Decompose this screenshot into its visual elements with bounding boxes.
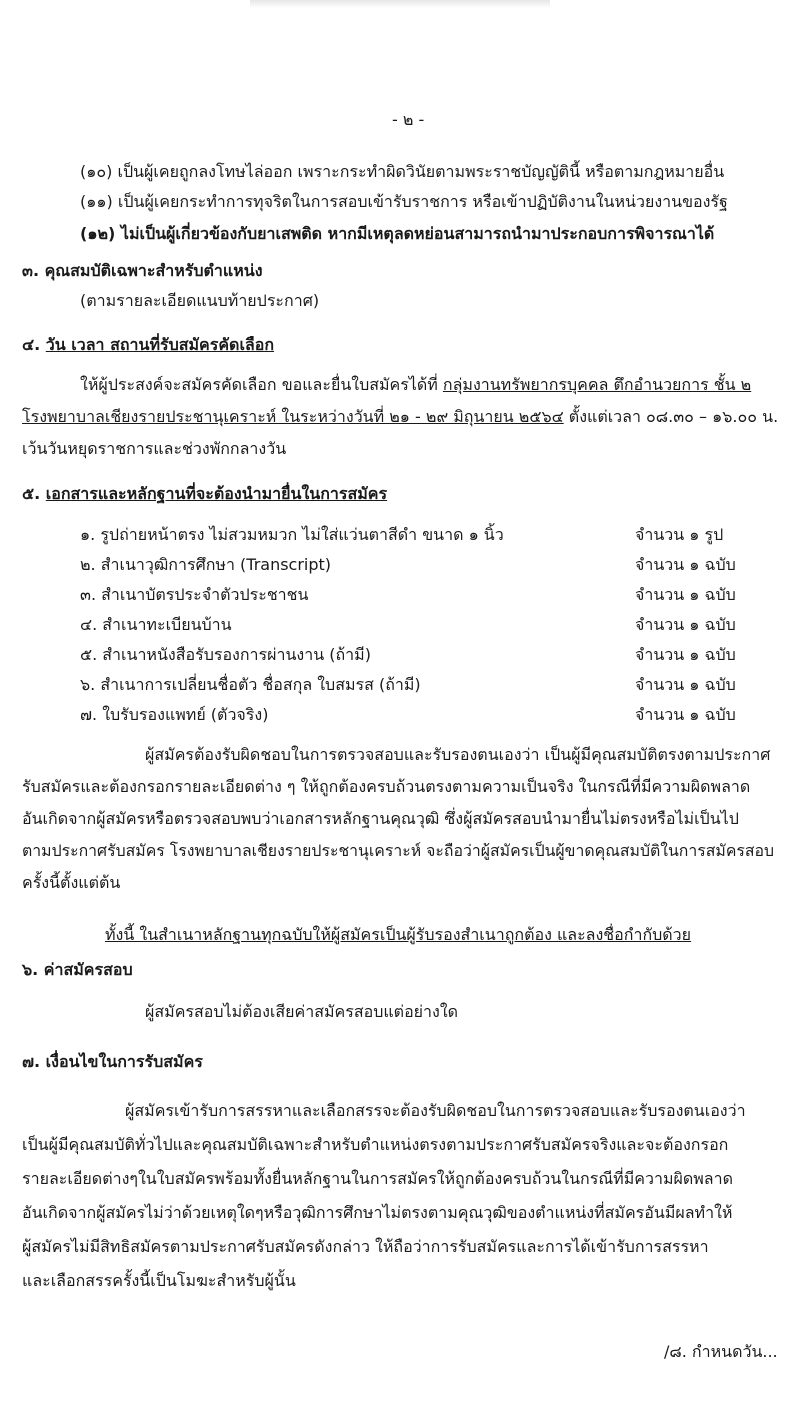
document-item: ๗. ใบรับรองแพทย์ (ตัวจริง) จำนวน ๑ ฉบับ [80,705,736,724]
paragraph-line: ผู้สมัครต้องรับผิดชอบในการตรวจสอบและรับรองตนเองว่า เป็นผู้มีคุณสมบัติตรงตามประกาศ [145,745,771,764]
paragraph-line: ผู้สมัครเข้ารับการสรรหาและเลือกสรรจะต้องรับผิดชอบในการตรวจสอบและรับรองตนเองว่า [125,1101,746,1120]
document-item: ๒. สำเนาวุฒิการศึกษา (Transcript) จำนวน ๑ ฉบับ [80,555,736,574]
section4-line: โรงพยาบาลเชียงรายประชานุเคราะห์ ในระหว่างวันที่ ๒๑ - ๒๙ มิถุนายน ๒๕๖๔ ตั้งแต่เวลา ๐๘.๓๐ – ๑๖.๐๐ น. [22,407,779,426]
scan-top-edge [250,0,550,8]
page-number: - ๒ - [392,110,425,129]
section5-heading: ๕. เอกสารและหลักฐานที่จะต้องนำมายื่นในการสมัคร [22,484,388,503]
section3-note: (ตามรายละเอียดแนบท้ายประกาศ) [80,291,320,310]
document-item: ๔. สำเนาทะเบียนบ้าน จำนวน ๑ ฉบับ [80,615,736,634]
paragraph-line: และเลือกสรรครั้งนี้เป็นโมฆะสำหรับผู้นั้น [22,1271,296,1290]
paragraph-line: อันเกิดจากผู้สมัครหรือตรวจสอบพบว่าเอกสารหลักฐานคุณวุฒิ ซึ่งผู้สมัครสอบนำมายื่นไม่ตรงหรือไม่เป็นไป [22,809,739,828]
document-item: ๕. สำเนาหนังสือรับรองการผ่านงาน (ถ้ามี) จำนวน ๑ ฉบับ [80,645,736,664]
paragraph-line: ผู้สมัครไม่มีสิทธิสมัครตามประกาศรับสมัครดังกล่าว ให้ถือว่าการรับสมัครและการได้เข้ารับการสรรหา [22,1237,709,1256]
document-item: ๖. สำเนาการเปลี่ยนชื่อตัว ชื่อสกุล ใบสมรส (ถ้ามี) จำนวน ๑ ฉบับ [80,675,736,694]
qualification-item: (๑๑) เป็นผู้เคยกระทำการทุจริตในการสอบเข้ารับราชการ หรือเข้าปฏิบัติงานในหน่วยงานของรัฐ [80,192,728,211]
paragraph-line: ตามประกาศรับสมัคร โรงพยาบาลเชียงรายประชานุเคราะห์ จะถือว่าผู้สมัครเป็นผู้ขาดคุณสมบัติในการสมัครสอบ [22,841,775,860]
section6-text: ผู้สมัครสอบไม่ต้องเสียค่าสมัครสอบแต่อย่างใด [145,1002,459,1021]
paragraph-line: อันเกิดจากผู้สมัครไม่ว่าด้วยเหตุใดๆหรือวุฒิการศึกษาไม่ตรงตามคุณวุฒิของตำแหน่งที่สมัครอันมีผลทำให้ [22,1203,733,1222]
document-item: ๓. สำเนาบัตรประจำตัวประชาชน จำนวน ๑ ฉบับ [80,585,736,604]
paragraph-line: เป็นผู้มีคุณสมบัติทั่วไปและคุณสมบัติเฉพาะสำหรับตำแหน่งตรงตามประกาศรับสมัครจริงและจะต้องกรอก [22,1135,729,1154]
section4-line: เว้นวันหยุดราชการและช่วงพักกลางวัน [22,439,287,458]
continuation-text: /๘. กำหนดวัน... [664,1342,778,1361]
paragraph-line: ครั้งนี้ตั้งแต่ต้น [22,873,121,892]
section4-heading: ๔. วัน เวลา สถานที่รับสมัครคัดเลือก [22,335,275,354]
paragraph-line: รายละเอียดต่างๆในใบสมัครพร้อมทั้งยื่นหลักฐานในการสมัครให้ถูกต้องครบถ้วนในกรณีที่มีความผิดพลาด [22,1169,733,1188]
section3-heading: ๓. คุณสมบัติเฉพาะสำหรับตำแหน่ง [22,261,263,280]
section6-heading: ๖. ค่าสมัครสอบ [22,960,133,979]
section7-heading: ๗. เงื่อนไขในการรับสมัคร [22,1052,203,1071]
qualification-item: (๑๐) เป็นผู้เคยถูกลงโทษไล่ออก เพราะกระทำผิดวินัยตามพระราชบัญญัตินี้ หรือตามกฎหมายอื่น [80,162,725,181]
paragraph-line: รับสมัครและต้องกรอกรายละเอียดต่าง ๆ ให้ถูกต้องครบถ้วนตรงตามความเป็นจริง ในกรณีที่มีความผิดพลาด [22,777,751,796]
certification-note: ทั้งนี้ ในสำเนาหลักฐานทุกฉบับให้ผู้สมัครเป็นผู้รับรองสำเนาถูกต้อง และลงชื่อกำกับด้วย [105,925,692,944]
qualification-item: (๑๒) ไม่เป็นผู้เกี่ยวข้องกับยาเสพติด หากมีเหตุลดหย่อนสามารถนำมาประกอบการพิจารณาได้ [80,224,715,243]
document-item: ๑. รูปถ่ายหน้าตรง ไม่สวมหมวก ไม่ใส่แว่นตาสีดำ ขนาด ๑ นิ้ว จำนวน ๑ รูป [80,525,724,544]
section4-line: ให้ผู้ประสงค์จะสมัครคัดเลือก ขอและยื่นใบสมัครได้ที่ กลุ่มงานทรัพยากรบุคคล ตึกอำนวยการ ชั้น ๒ [80,375,752,394]
